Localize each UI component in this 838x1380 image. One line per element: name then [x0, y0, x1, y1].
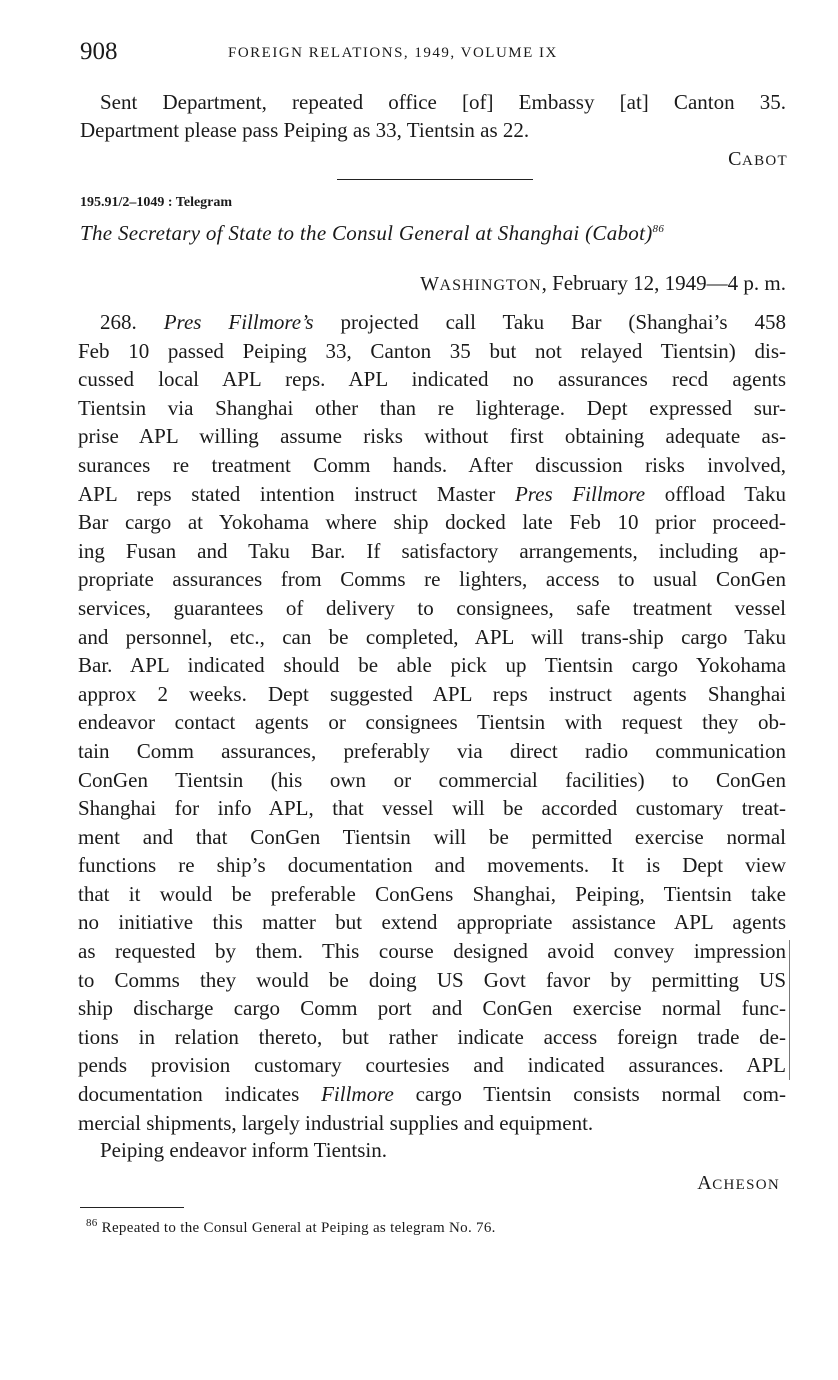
footnote-number: 86 [86, 1217, 98, 1229]
text-line: and personnel, etc., can be completed, APL will trans-ship cargo Taku [78, 624, 786, 649]
text-line: Bar. APL indicated should be able pick up Tientsin cargo Yokohama [78, 653, 786, 678]
text-line: to Comms they would be doing US Govt favor by permitting US [78, 967, 786, 992]
previous-message-text-2 [80, 116, 788, 145]
text-line: Shanghai for info APL, that vessel will be accorded customary treat- [78, 796, 786, 821]
text-line: APL reps stated intention instruct Master Pres Fillmore offload Taku [78, 481, 786, 506]
text-line: documentation indicates Fillmore cargo Tientsin consists normal com- [78, 1082, 786, 1107]
text-line: ment and that ConGen Tientsin will be permitted exercise normal [78, 824, 786, 849]
footnote: $^{86}$ Repeated to the Consul General at Peiping as telegram No. 76. [86, 1217, 496, 1236]
signature-cabot: CABOT [728, 148, 788, 170]
footnote-ref: 86 [652, 223, 665, 235]
text-line: Tientsin via Shanghai other than re lighterage. Dept expressed sur- [78, 395, 786, 420]
page-number: 908 [80, 38, 118, 65]
text-line: Bar cargo at Yokohama where ship docked late Feb 10 prior proceed- [78, 510, 786, 535]
closing-line: Peiping endeavor inform Tientsin. [100, 1138, 387, 1162]
text-line: that it would be preferable ConGens Shanghai, Peiping, Tientsin take [78, 881, 786, 906]
text-line: tions in relation thereto, but rather indicate access foreign trade de- [78, 1024, 786, 1049]
section-divider [337, 179, 533, 180]
margin-mark [789, 940, 794, 1080]
file-number: 195.91/2–1049 : Telegram [80, 195, 233, 210]
text-line: pends provision customary courtesies and indicated assurances. APL [78, 1053, 786, 1078]
text-line: Feb 10 passed Peiping 33, Canton 35 but not relayed Tientsin) dis- [78, 338, 786, 363]
text-line: functions re ship’s documentation and movements. It is Dept view [78, 853, 786, 878]
text-line: cussed local APL reps. APL indicated no assurances recd agents [78, 367, 786, 392]
text-line: surances re treatment Comm hands. After discussion risks involved, [78, 452, 786, 477]
text-line: ConGen Tientsin (his own or commercial facilities) to ConGen [78, 767, 786, 792]
text-line: 268. Pres Fillmore’s projected call Taku Bar (Shanghai’s 458 [100, 310, 787, 334]
text-line: Sent Department, repeated office [of] Embassy [at] Canton 35. [100, 90, 786, 114]
text-line: ing Fusan and Taku Bar. If satisfactory arrangements, including ap- [78, 538, 786, 563]
text-line: endeavor contact agents or consignees Tientsin with request they ob- [78, 710, 786, 735]
document-title: The Secretary of State to the Consul General at Shanghai (Cabot)$^{86}$ [80, 221, 665, 245]
text-line: mercial shipments, largely industrial supplies and equipment. [78, 1110, 594, 1135]
dateline: WASHINGTON, February 12, 1949—4 p. m. [420, 271, 786, 295]
running-head: FOREIGN RELATIONS, 1949, VOLUME IX [228, 45, 558, 61]
previous-message-text [78, 88, 786, 117]
page-header [80, 38, 786, 70]
text-line: ship discharge cargo Comm port and ConGen exercise normal func- [78, 996, 786, 1021]
text-line: tain Comm assurances, preferably via direct radio communication [78, 738, 786, 763]
text-line: no initiative this matter but extend appropriate assistance APL agents [78, 910, 786, 935]
signature-acheson: ACHESON [697, 1172, 780, 1194]
telegram-body [78, 308, 786, 1137]
text-line: as requested by them. This course designed avoid convey impression [78, 939, 786, 964]
text-line: prise APL willing assume risks without first obtaining adequate as- [78, 424, 786, 449]
text-line: services, guarantees of delivery to consignees, safe treatment vessel [78, 595, 786, 620]
text-line: Department please pass Peiping as 33, Tientsin as 22. [80, 118, 530, 142]
text-line: approx 2 weeks. Dept suggested APL reps instruct agents Shanghai [78, 681, 786, 706]
footnote-divider [80, 1207, 184, 1208]
text-line: propriate assurances from Comms re lighters, access to usual ConGen [78, 567, 786, 592]
